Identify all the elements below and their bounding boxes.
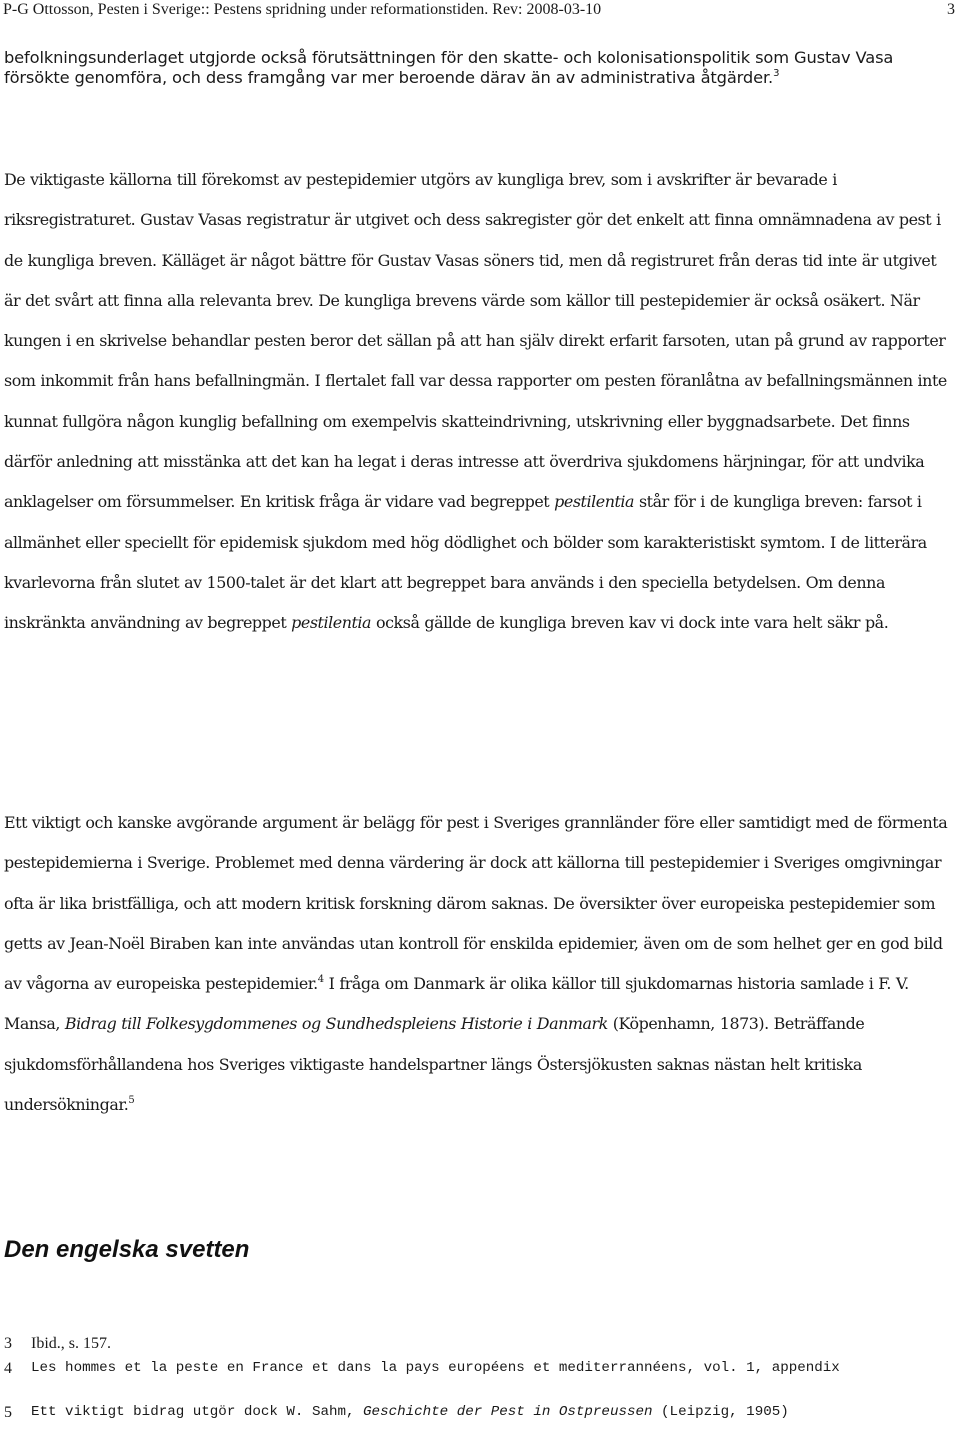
footnote-5 [4, 1401, 954, 1423]
latin-term: pestilentia [554, 492, 635, 512]
paragraph-neighbouring-countries [4, 803, 956, 1125]
footnote-3 [4, 1334, 954, 1357]
footnote-text: Ibid., s. 157. [31, 1335, 111, 1352]
paragraph-continuation [4, 48, 954, 88]
footnote-4 [4, 1357, 954, 1401]
page-number: 3 [947, 1, 955, 18]
footnote-text: (Leipzig, 1905) [652, 1404, 789, 1420]
paragraph-text: Ett viktigt och kanske avgörande argument är belägg för pest i Sveriges grannländer före eller samtidigt med de förmenta pestepidemierna i Sverige. Problemet med denna värdering är dock att källorna till pestepidemier i Sveriges omgivningar ofta är lika bristfälliga, och att modern kritisk forskning därom saknas. De översikter över europeiska pestepidemier som getts av Jean-Noël Biraben kan inte användas utan kontroll för enskilda epidemier, även om de som helhet ger en god bild av vågorna av europeiska pestepidemier. [4, 813, 948, 994]
footnote-reference[interactable]: 3 [773, 68, 780, 79]
running-title: P-G Ottosson, Pesten i Sverige:: Pestens spridning under reformationstiden. Rev: 2008-03-10 [3, 1, 602, 18]
paragraph-text: I fråga om Danmark är olika källor till sjukdomarnas historia samlade i F. V. Mansa, [4, 974, 909, 1034]
paragraph-sources [4, 160, 956, 644]
paragraph-text: befolkningsunderlaget utgjorde också förutsättningen för den skatte- och kolonisationspolitik som Gustav Vasa försökte genomföra, och dess framgång var mer beroende därav än av administrativa åtgärder. [4, 48, 894, 87]
paragraph-text: också gällde de kungliga breven kav vi dock inte vara helt säkr på. [371, 613, 889, 633]
footnote-number: 4 [4, 1360, 12, 1377]
footnote-text: Ett viktigt bidrag utgör dock W. Sahm, [31, 1404, 364, 1420]
footnote-text: Les hommes et la peste en France et dans la pays européens et mediterrannéens, vol. 1, appendix [31, 1360, 840, 1376]
footnote-number: 3 [4, 1335, 12, 1352]
footnote-reference[interactable]: 5 [128, 1095, 135, 1107]
paragraph-text: står för i de kungliga breven: farsot i allmänhet eller speciellt för epidemisk sjukdom med hög dödlighet och bölder som karakteristiskt symtom. I de litterära kvarlevorna från slutet av 1500-talet är det klart att begreppet bara används i den speciella betydelsen. Om denna inskränkta användning av begreppet [4, 492, 927, 633]
footnote-reference[interactable]: 4 [317, 974, 324, 986]
section-heading: Den engelska svetten [4, 1236, 250, 1263]
book-title: Geschichte der Pest in Ostpreussen [363, 1404, 653, 1420]
paragraph-text: De viktigaste källorna till förekomst av pestepidemier utgörs av kungliga brev, som i avskrifter är bevarade i riksregistraturet. Gustav Vasas registratur är utgivet och dess sakregister gör det enkelt att finna omnämnadena av pest i de kungliga breven. Källäget är något bättre för Gustav Vasas söners tid, men då registruret från deras tid inte är utgivet är det svårt att finna alla relevanta brev. De kungliga brevens värde som källor till pestepidemier är också osäkert. När kungen i en skrivelse behandlar pesten beror det sällan på att han själv direkt erfarit farsoten, utan på grund av rapporter som inkommit från hans befallningmän. I flertalet fall var dessa rapporter om pesten föranlåtna av befallningsmännen inte kunnat fullgöra någon kunglig befallning om exempelvis skatteindrivning, utskrivning eller byggnadsarbete. Det finns därför anledning att misstänka att det kan ha legat i deras intresse att överdriva sjukdomens härjningar, för att undvika anklagelser om försummelser. En kritisk fråga är vidare vad begreppet [4, 170, 947, 512]
latin-term: pestilentia [291, 613, 372, 633]
footnote-number: 5 [4, 1404, 12, 1421]
book-title: Bidrag till Folkesygdommenes og Sundhedspleiens Historie i Danmark [64, 1014, 608, 1034]
footnotes [4, 1334, 954, 1423]
paragraph-text: (Köpenhamn, 1873). Beträffande sjukdomsförhållandena hos Sveriges viktigaste handelspartner längs Östersjökusten saknas nästan helt kritiska undersökningar. [4, 1014, 865, 1115]
running-header [3, 0, 955, 20]
